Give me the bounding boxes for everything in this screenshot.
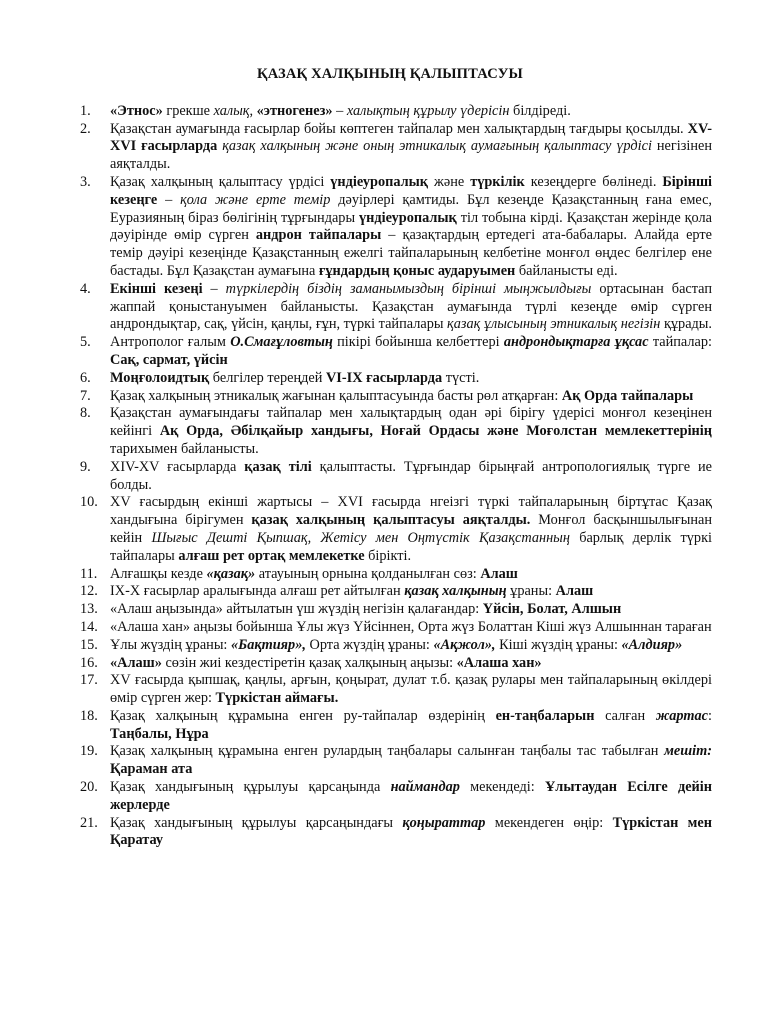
list-item-text: және (428, 173, 471, 190)
list-item-text: тіл тобына кірді. Қазақстан жерінде қола дәуірінде өмір сүрген (110, 209, 712, 244)
list-item-text: Ақ Орда тайпалары (561, 387, 694, 404)
list-item-number: 6. (80, 369, 91, 386)
list-item-text: Алаш (480, 565, 518, 582)
list-item-text: XV-XVI ғасырларда (110, 120, 712, 155)
list-item-text: Қазақ хандығының құрылуы қарсаңындағы (110, 814, 403, 831)
list-item (68, 388, 712, 406)
list-item-text: қалыптасты. Тұрғындар бірыңғай антропологиялық түрге ие болды. (110, 458, 712, 493)
list-item (68, 672, 712, 708)
list-item (68, 655, 712, 673)
list-item-text: жартас (655, 707, 709, 724)
list-item-text: Екінші кезеңі (110, 280, 203, 297)
list-item-number: 18. (80, 707, 98, 724)
list-item-text: алғаш рет ортақ мемлекетке (178, 547, 365, 564)
list-item (68, 459, 712, 495)
list-item-text: «Алдияр» (621, 636, 683, 653)
list-item-text: грекше (162, 102, 214, 119)
list-item-text: О.Смағұловтың (230, 334, 333, 351)
list-item-text: мекендеген өңір: (485, 814, 613, 831)
list-item-text: Қазақ халқының құрамына енген ру-тайпалар өздерінің (110, 707, 496, 724)
list-item-text: Ұлытаудан Есілге дейін жерлерде (110, 779, 712, 813)
list-item (68, 619, 712, 637)
list-item-text: : (708, 707, 712, 724)
list-item-text: Моңғолоидтық (110, 369, 210, 386)
list-item-text: Таңбалы, Нұра (110, 725, 209, 742)
list-item-text: түсті. (442, 369, 480, 386)
list-item-number: 10. (80, 494, 98, 511)
list-item-number: 12. (80, 583, 98, 600)
list-item-text: үндіеуропалық (330, 173, 429, 190)
list-item-text: Ұлы жүздің ұраны: (110, 636, 231, 653)
list-item (68, 779, 712, 815)
list-item-text: Шығыс Дешті Қыпшақ, Жетісу мен Оңтүстік Қазақстанның (151, 529, 570, 546)
list-item-text: XIV-XV ғасырларда (110, 458, 245, 475)
list-item-text: Ақ Орда, Әбілқайыр хандығы, Ноғай Ордасы және Моғолстан мемлекеттерінің (159, 423, 712, 440)
list-item-number: 11. (80, 565, 98, 582)
list-item-number: 2. (80, 120, 91, 137)
list-item-number: 8. (80, 405, 91, 422)
list-item-text: Орта жүздің ұраны: (305, 636, 434, 653)
list-item-text: Қазақ халқының қалыптасу үрдісі (110, 173, 331, 190)
list-item-text: Қараман ата (110, 761, 193, 778)
list-item-text: «Алаша хан» (456, 654, 542, 671)
list-item-text: қазақ халқының (404, 583, 507, 600)
list-item-text: Сақ, сармат, үйсін (110, 351, 228, 368)
list-item-text: қазақ тілі (244, 458, 312, 475)
numbered-list (68, 103, 712, 850)
list-item-text: XV ғасырда қыпшақ, қаңлы, арғын, қоңырат, дулат т.б. қазақ рулары мен тайпаларының өкілдері өмір сүрген жер: (110, 672, 712, 707)
list-item-number: 16. (80, 654, 98, 671)
list-item-text: ұраны: (506, 583, 556, 600)
list-item-text: «Этнос» (110, 102, 163, 119)
list-item-text: құрады. (660, 316, 712, 333)
list-item-text: дәуірлері қамтиды. Бұл кезеңде Қазақстанның ғана емес, Еуразияның біраз бөлігінің тұрғындары (110, 191, 713, 226)
list-item (68, 494, 712, 565)
list-item-text: Алаш (555, 583, 594, 600)
list-item-text: ортасынан бастап жаппай қоныстануымен байланысты. Қазақстан аумағында түрлі кезеңде өмір сүрген андрондықтар, сақ, үйсін, қаңлы, ғұн, түркі тайпалары (110, 280, 712, 333)
list-item-text: IX-X ғасырлар аралығында алғаш рет айтылған (110, 583, 405, 600)
list-item-number: 7. (80, 387, 91, 404)
list-item-number: 13. (80, 601, 98, 618)
list-item-number: 5. (80, 334, 91, 351)
list-item-text: «Ақжол», (433, 636, 496, 653)
list-item-text: салған (594, 707, 656, 724)
list-item (68, 121, 712, 174)
list-item-text: белгілер тереңдей (209, 369, 326, 386)
list-item (68, 405, 712, 458)
list-item-text: Антрополог ғалым (110, 334, 231, 351)
list-item-number: 15. (80, 636, 98, 653)
list-item-text: халық (213, 102, 250, 119)
list-item-text: Бірінші кезеңге (110, 173, 712, 208)
list-item-text: қоңыраттар (402, 814, 486, 831)
list-item-text: Қазақ халқының этникалық жағынан қалыптасуында басты рөл атқарған: (110, 387, 562, 404)
list-item-text: Түркістан аймағы. (215, 690, 339, 707)
list-item (68, 103, 712, 121)
list-item-text: мекендеді: (459, 779, 545, 796)
list-item-text: мешіт: (664, 743, 712, 760)
list-item-number: 19. (80, 743, 98, 760)
list-item-text: бірікті. (364, 547, 412, 564)
list-item-text: XV ғасырдың екінші жартысы – XVI ғасырда нгеізгі түркі тайпаларының біртұтас Қазақ хандығына бірігумен (110, 494, 712, 529)
list-item-text: тайпалар: (648, 334, 713, 351)
list-item-text: білдіреді. (509, 102, 571, 119)
list-item-text: пікірі бойынша келбеттері (332, 334, 504, 351)
list-item (68, 743, 712, 779)
list-item-text: Қазақстан аумағында ғасырлар бойы көптеген тайпалар мен халықтардың тағдыры қосылды. (110, 120, 688, 137)
list-item (68, 566, 712, 584)
list-item (68, 174, 712, 281)
list-item-text: «Алаш» (110, 654, 162, 671)
list-item-text: Монғол басқыншылығынан кейін (110, 512, 713, 546)
list-item-text: ғұндардың қоныс аударуымен (318, 262, 516, 279)
list-item-number: 14. (80, 618, 98, 635)
list-item-text: – қазақтардың ертедегі ата-бабалары. Алайда ерте темір дәуірі кезеңінде Қазақстанның ежелгі тайпаларының келбетіне монғол өңдес белгілер ене бастады. Бұл Қазақстан аумағына (110, 227, 712, 279)
list-item-text: қазақ халқының және оның этникалық аумағының қалыптасу үрдісі (222, 138, 652, 155)
list-item-text: тарихымен байланысты. (110, 440, 259, 457)
list-item (68, 708, 712, 744)
list-item-text: қола және ерте темір (180, 191, 331, 208)
list-item-text: «қазақ» (206, 565, 256, 582)
list-item-text: «этногенез» (256, 102, 333, 119)
list-item-number: 4. (80, 280, 91, 297)
list-item-text: сөзін жиі кездестіретін қазақ халқының аңызы: (161, 654, 457, 671)
list-item-text: қазақ халқының қалыптасуы аяқталды. (251, 512, 531, 529)
list-item-text: Алғашқы кезде (110, 565, 207, 582)
list-item-text: кезеңдерге бөлінеді. (524, 173, 663, 190)
list-item (68, 815, 712, 851)
list-item-text: Түркістан мен Қаратау (110, 814, 712, 849)
list-item-text: барлық дерлік түркі тайпалары (110, 529, 712, 564)
list-item (68, 583, 712, 601)
list-item-text: – (202, 280, 226, 297)
list-item (68, 370, 712, 388)
list-item-text: қазақ ұлысының этникалық негізін (447, 316, 661, 333)
list-item-text: түркілердің біздің заманымыздың бірінші мыңжылдығы (225, 280, 592, 297)
list-item-text: байланысты еді. (515, 262, 618, 279)
list-item-text: VI-IX ғасырларда (325, 369, 443, 386)
list-item-number: 9. (80, 458, 91, 475)
list-item-text: негізінен аяқталды. (110, 138, 712, 173)
list-item-text: – (332, 102, 347, 119)
list-item (68, 637, 712, 655)
list-item (68, 601, 712, 619)
document-title: ҚАЗАҚ ХАЛҚЫНЫҢ ҚАЛЫПТАСУЫ (257, 66, 523, 82)
list-item-text: халықтың құрылу үдерісін (346, 102, 510, 119)
list-item-number: 17. (80, 672, 98, 689)
list-item-text: Үйсін, Болат, Алшын (482, 601, 622, 618)
list-item-text: үндіеуропалық (359, 209, 457, 226)
list-item-text: атауының орнына қолданылған сөз: (255, 565, 481, 582)
list-item-number: 1. (80, 102, 91, 119)
list-item-text: андрондықтарға ұқсас (503, 334, 649, 351)
list-item-text: андрон тайпалары (255, 227, 382, 244)
list-item-text: наймандар (390, 779, 460, 796)
list-item-text: Қазақстан аумағындағы тайпалар мен халықтардың одан әрі бірігу үдерісі монғол кезеңінен кейінгі (110, 405, 712, 440)
list-item-number: 21. (80, 814, 98, 831)
list-item-text: түркілік (470, 173, 525, 190)
list-item-text: Қазақ халқының құрамына енген рулардың таңбалары салынған таңбалы тас табылған (110, 743, 665, 760)
list-item-text: , (249, 102, 257, 119)
list-item-text: – (157, 191, 181, 208)
list-item-text: «Алаш аңызында» айтылатын үш жүздің негізін қалағандар: (110, 601, 483, 618)
list-item-text: ен-таңбаларын (495, 707, 595, 724)
list-item-text: «Алаша хан» аңызы бойынша Ұлы жүз Үйсіннен, Орта жүз Болаттан Кіші жүз Алшыннан тараған (110, 618, 712, 635)
list-item (68, 281, 712, 334)
list-item-number: 3. (80, 173, 91, 190)
list-item-text: «Бақтияр», (230, 636, 306, 653)
list-item-number: 20. (80, 779, 98, 796)
list-item-text: Қазақ хандығының құрылуы қарсаңында (110, 779, 391, 796)
list-item (68, 334, 712, 370)
list-item-text: Кіші жүздің ұраны: (495, 636, 622, 653)
